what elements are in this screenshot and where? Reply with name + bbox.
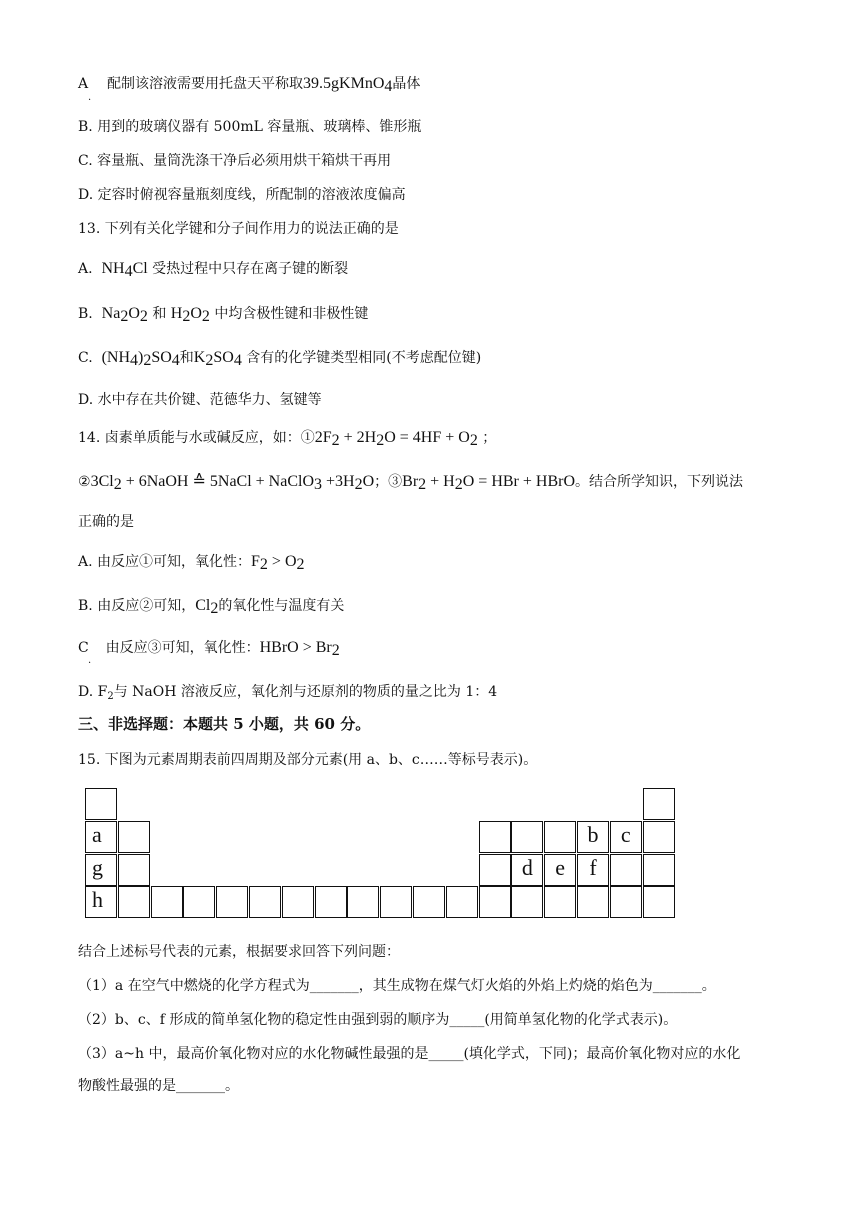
- option-13d: D. 水中存在共价键、范德华力、氢键等: [78, 392, 322, 408]
- option-12c: C. 容量瓶、量筒洗涤干净后必须用烘干箱烘干再用: [78, 153, 392, 169]
- element-label-c: c: [620, 821, 631, 847]
- table-cell: [85, 788, 117, 820]
- question-13: 13. 下列有关化学键和分子间作用力的说法正确的是: [78, 221, 399, 237]
- option-14d: D. $F_2$与 NaOH 溶液反应，氧化剂与还原剂的物质的量之比为 1：4: [78, 684, 498, 702]
- table-cell: [511, 821, 543, 853]
- subquestion-1: （1）a 在空气中燃烧的化学方程式为_______，其生成物在煤气灯火焰的外焰上灼烧的焰色为_______。: [78, 978, 716, 994]
- option-14a: A. 由反应①可知，氧化性：$F_2 > O_2$: [78, 553, 305, 573]
- table-cell: [643, 821, 675, 853]
- subquestion-3a: （3）a~h 中，最高价氧化物对应的水化物碱性最强的是_____(填化学式，下同)；最高价氧化物对应的水化: [78, 1046, 741, 1062]
- table-cell: [643, 854, 675, 886]
- section-heading: 三、非选择题：本题共 5 小题，共 60 分。: [78, 715, 371, 733]
- table-cell: [151, 886, 183, 918]
- subquestion-3b: 物酸性最强的是_______。: [78, 1078, 239, 1094]
- option-14c: C 由反应③可知，氧化性：HBrO > $Br_2$: [78, 639, 340, 659]
- element-label-b: b: [587, 821, 599, 847]
- option-12d: D. 定容时俯视容量瓶刻度线，所配制的溶液浓度偏高: [78, 187, 406, 203]
- table-cell: [446, 886, 478, 918]
- question-14: 14. 卤素单质能与水或碱反应，如：$①2F_2 + 2H_2O = 4HF + O_2$ ；: [78, 429, 497, 449]
- table-cell: [577, 886, 609, 918]
- table-cell: [610, 821, 642, 853]
- table-cell: [85, 854, 117, 886]
- element-label-g: g: [92, 854, 103, 880]
- table-cell: [577, 821, 609, 853]
- option-12b: B. 用到的玻璃仪器有 500mL 容量瓶、玻璃棒、锥形瓶: [78, 119, 422, 135]
- table-cell: [479, 821, 511, 853]
- question-14-equations: $②3Cl_2$ + 6NaOH ≙ 5NaCl + NaClO$_3$ $+3H_2O$；$③Br_2 + H_2O$ = HBr + HBrO。结合所学知识，下列说法: [78, 473, 743, 493]
- table-cell: [118, 821, 150, 853]
- table-cell: [511, 886, 543, 918]
- table-cell: [577, 854, 609, 886]
- table-cell: [511, 854, 543, 886]
- question-15: 15. 下图为元素周期表前四周期及部分元素(用 a、b、c……等标号表示)。: [78, 752, 538, 768]
- question-14-tail: 正确的是: [78, 514, 134, 530]
- subquestion-2: （2）b、c、f 形成的简单氢化物的稳定性由强到弱的顺序为_____(用简单氢化物的化学式表示)。: [78, 1012, 678, 1028]
- element-label-d: d: [521, 854, 533, 880]
- option-12a: A 配制该溶液需要用托盘天平称取39.5gKMnO$_4$晶体: [78, 75, 421, 95]
- table-cell: [643, 788, 675, 820]
- table-cell: [249, 886, 281, 918]
- table-cell: [380, 886, 412, 918]
- element-label-f: f: [589, 854, 597, 880]
- table-cell: [643, 886, 675, 918]
- table-cell: [479, 886, 511, 918]
- table-cell: [85, 821, 117, 853]
- table-cell: [610, 886, 642, 918]
- option-13c: C. $(NH_4)_2SO_4$和$K_2SO_4$ 含有的化学键类型相同(不考虑配位键): [78, 349, 482, 369]
- table-cell: [479, 854, 511, 886]
- table-cell: [85, 886, 117, 918]
- table-cell: [118, 854, 150, 886]
- table-cell: [544, 886, 576, 918]
- option-13a: A. $NH_4Cl$ 受热过程中只存在离子键的断裂: [78, 260, 349, 280]
- table-cell: [413, 886, 445, 918]
- table-cell: [282, 886, 314, 918]
- table-cell: [610, 854, 642, 886]
- table-cell: [544, 821, 576, 853]
- table-cell: [216, 886, 248, 918]
- table-cell: [315, 886, 347, 918]
- question-15-intro: 结合上述标号代表的元素，根据要求回答下列问题：: [78, 944, 400, 960]
- table-cell: [183, 886, 215, 918]
- option-14b: B. 由反应②可知，$Cl_2$的氧化性与温度有关: [78, 597, 345, 617]
- element-label-a: a: [92, 821, 102, 847]
- element-label-e: e: [555, 854, 566, 880]
- table-cell: [347, 886, 379, 918]
- table-cell: [544, 854, 576, 886]
- table-cell: [118, 886, 150, 918]
- element-label-h: h: [92, 887, 103, 913]
- option-13b: B. $Na_2O_2$ 和 $H_2O_2$ 中均含极性键和非极性键: [78, 305, 369, 325]
